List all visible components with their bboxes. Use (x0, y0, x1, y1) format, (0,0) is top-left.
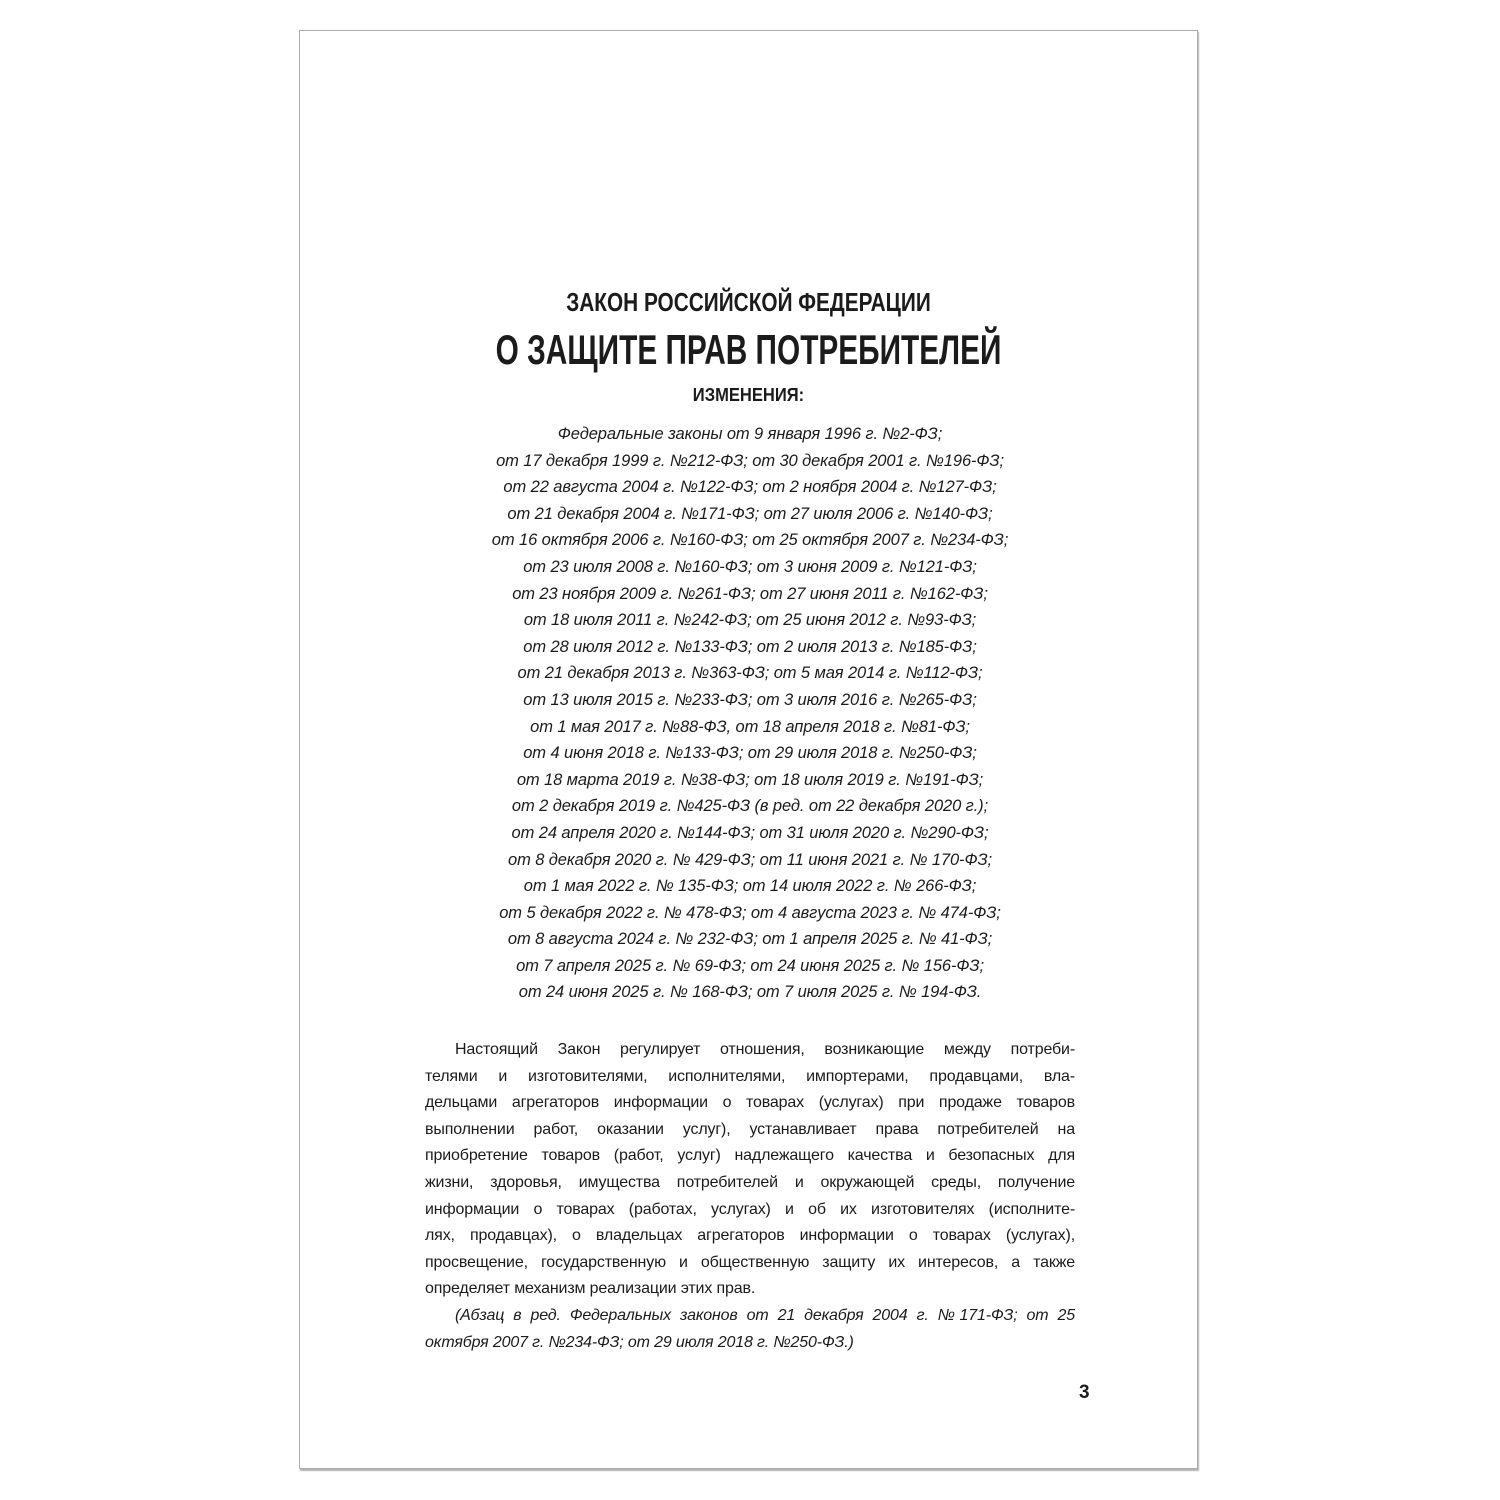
amendments-label: ИЗМЕНЕНИЯ: (692, 385, 805, 405)
law-intro-paragraph (425, 1037, 1075, 1356)
paragraph-line: приобретение товаров (работ, услуг) надлежащего качества и безопасных для (425, 1147, 1075, 1165)
amendment-line: от 28 июля 2012 г. №133-ФЗ; от 2 июля 2013 г. №185-ФЗ; (523, 637, 977, 656)
amendment-line: от 8 декабря 2020 г. № 429-ФЗ; от 11 июня 2021 г. № 170-ФЗ; (508, 850, 992, 869)
editorial-note-line: (Абзац в ред. Федеральных законов от 21 декабря 2004 г. №171-ФЗ; от 25 (455, 1306, 1075, 1324)
amendment-line: от 24 апреля 2020 г. №144-ФЗ; от 31 июля 2020 г. №290-ФЗ; (511, 823, 989, 842)
amendment-line: от 4 июня 2018 г. №133-ФЗ; от 29 июля 2018 г. №250-ФЗ; (523, 744, 977, 763)
amendment-line: от 23 июля 2008 г. №160-ФЗ; от 3 июня 2009 г. №121-ФЗ; (523, 557, 977, 576)
amendment-line: Федеральные законы от 9 января 1996 г. №2-ФЗ; (557, 425, 943, 443)
amendment-line: от 21 декабря 2004 г. №171-ФЗ; от 27 июля 2006 г. №140-ФЗ; (507, 504, 993, 523)
amendment-line: от 13 июля 2015 г. №233-ФЗ; от 3 июля 2016 г. №265-ФЗ; (523, 690, 977, 709)
page-content (300, 31, 1197, 1468)
amendment-line: от 16 октября 2006 г. №160-ФЗ; от 25 октября 2007 г. №234-ФЗ; (491, 531, 1009, 550)
amendment-line: от 21 декабря 2013 г. №363-ФЗ; от 5 мая 2014 г. №112-ФЗ; (517, 664, 983, 683)
amendments-list (425, 421, 1075, 1006)
law-title: О ЗАЩИТЕ ПРАВ ПОТРЕБИТЕЛЕЙ (495, 326, 1002, 373)
paragraph-line: выполнении работ, оказании услуг), устанавливает права потребителей на (425, 1120, 1075, 1138)
amendment-line: от 22 августа 2004 г. №122-ФЗ; от 2 ноября 2004 г. №127-ФЗ; (503, 478, 997, 497)
amendment-line: от 8 августа 2024 г. № 232-ФЗ; от 1 апреля 2025 г. № 41-ФЗ; (507, 930, 993, 949)
paragraph-line: информации о товарах (работах, услугах) и об их изготовителях (исполните- (425, 1200, 1075, 1218)
paragraph-line: Настоящий Закон регулирует отношения, возникающие между потреби- (455, 1041, 1075, 1058)
editorial-note-line: октября 2007 г. №234-ФЗ; от 29 июля 2018 г. №250-ФЗ.) (425, 1333, 854, 1351)
amendment-line: от 1 мая 2022 г. № 135-ФЗ; от 14 июля 2022 г. № 266-ФЗ; (523, 877, 977, 896)
paragraph-line: лях, продавцах), о владельцах агрегаторов информации о товарах (услугах), (425, 1227, 1075, 1245)
amendment-line: от 24 июня 2025 г. № 168-ФЗ; от 7 июля 2025 г. № 194-ФЗ. (518, 983, 982, 1002)
paragraph-line: просвещение, государственную и общественную защиту их интересов, а также (425, 1253, 1075, 1271)
amendment-line: от 5 декабря 2022 г. № 478-ФЗ; от 4 августа 2023 г. № 474-ФЗ; (499, 903, 1001, 922)
law-heading-small: ЗАКОН РОССИЙСКОЙ ФЕДЕРАЦИИ (566, 287, 931, 317)
paragraph-line: телями и изготовителями, исполнителями, импортерами, продавцами, вла- (425, 1067, 1075, 1085)
amendment-line: от 1 мая 2017 г. №88-ФЗ, от 18 апреля 2018 г. №81-ФЗ; (530, 717, 970, 736)
amendment-line: от 2 декабря 2019 г. №425-ФЗ (в ред. от 22 декабря 2020 г.); (511, 797, 989, 816)
amendment-line: от 18 марта 2019 г. №38-ФЗ; от 18 июля 2019 г. №191-ФЗ; (516, 770, 984, 789)
paragraph-line: дельцами агрегаторов информации о товарах (услугах) при продаже товаров (425, 1094, 1075, 1112)
amendment-line: от 23 ноября 2009 г. №261-ФЗ; от 27 июня 2011 г. №162-ФЗ; (512, 584, 988, 603)
page-number: 3 (1079, 1382, 1090, 1403)
paragraph-line: определяет механизм реализации этих прав. (425, 1280, 756, 1298)
amendment-line: от 7 апреля 2025 г. № 69-ФЗ; от 24 июня 2025 г. № 156-ФЗ; (516, 956, 984, 975)
paragraph-line: жизни, здоровья, имущества потребителей и окружающей среды, получение (425, 1173, 1075, 1191)
amendment-line: от 17 декабря 1999 г. №212-ФЗ; от 30 декабря 2001 г. №196-ФЗ; (496, 451, 1004, 470)
amendment-line: от 18 июля 2011 г. №242-ФЗ; от 25 июня 2012 г. №93-ФЗ; (523, 611, 977, 630)
book-page (299, 30, 1198, 1469)
